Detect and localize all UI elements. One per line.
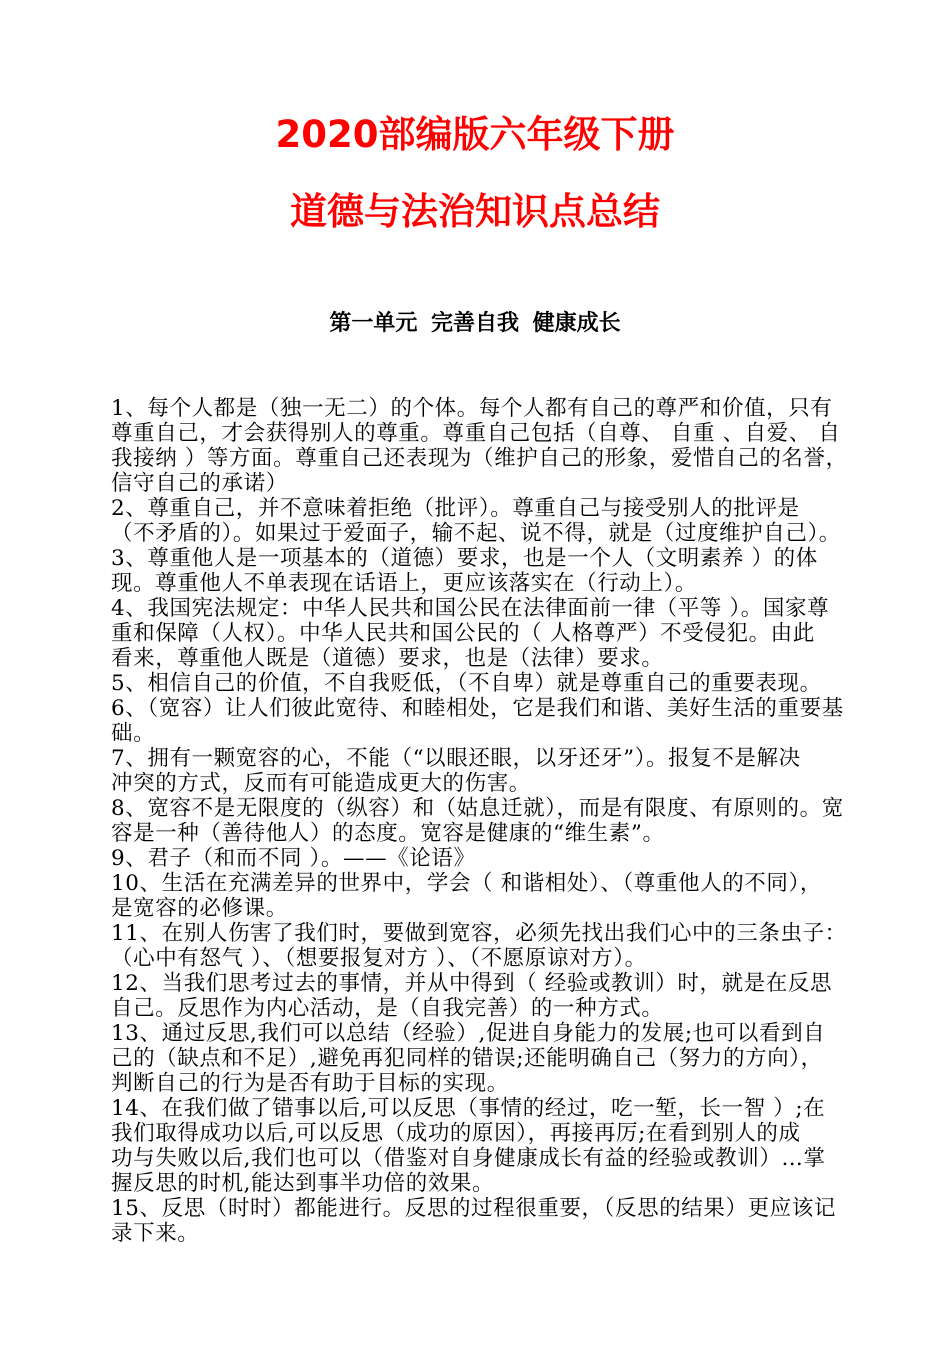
text-line: 容是一种（善待他人）的态度。宽容是健康的“维生素”。 [111,821,665,846]
knowledge-point-10 [111,871,856,921]
text-line: 1、每个人都是（独一无二）的个体。每个人都有自己的尊严和价值，只有 [111,396,833,421]
text-line: 是宽容的必修课。 [111,896,288,921]
text-line: 6、（宽容）让人们彼此宽待、和睦相处，它是我们和谐、美好生活的重要基 [111,696,844,721]
text-line: 冲突的方式，反而有可能造成更大的伤害。 [111,771,531,796]
document-title-line-2: 道德与法治知识点总结 [290,190,660,233]
document-body [111,396,856,1246]
text-line: 己的（缺点和不足）,避免再犯同样的错误;还能明确自己（努力的方向）， [111,1046,823,1071]
unit-heading: 第一单元 完善自我 健康成长 [329,311,621,336]
knowledge-point-12 [111,971,856,1021]
document-title-line-1: 2020部编版六年级下册 [275,113,675,156]
text-line: 2、尊重自己，并不意味着拒绝（批评）。尊重自己与接受别人的批评是 [111,496,800,521]
knowledge-point-7 [111,746,856,796]
text-line: 我们取得成功以后,可以反思（成功的原因），再接再厉;在看到别人的成 [111,1121,801,1146]
text-line: 9、君子（和而不同 ）。——《论语》 [111,846,476,871]
knowledge-point-9 [111,846,856,871]
text-line: 录下来。 [111,1221,200,1246]
text-line: 础。 [111,721,156,746]
knowledge-point-6 [111,696,856,746]
knowledge-point-14 [111,1096,856,1196]
knowledge-point-1 [111,396,856,496]
knowledge-point-4 [111,596,856,671]
text-line: 11、在别人伤害了我们时，要做到宽容，必须先找出我们心中的三条虫子： [111,921,847,946]
knowledge-point-8 [111,796,856,846]
text-line: 看来，尊重他人既是（道德）要求，也是（法律）要求。 [111,646,664,671]
text-line: 判断自己的行为是否有助于目标的实现。 [111,1071,509,1096]
knowledge-point-15 [111,1196,856,1246]
knowledge-point-13 [111,1021,856,1096]
knowledge-point-11 [111,921,856,971]
text-line: 8、宽容不是无限度的（纵容）和（姑息迁就），而是有限度、有原则的。宽 [111,796,844,821]
text-line: 10、生活在充满差异的世界中，学会（ 和谐相处）、（尊重他人的不同）， [111,871,822,896]
knowledge-point-2 [111,496,856,546]
text-line: 握反思的时机,能达到事半功倍的效果。 [111,1171,495,1196]
text-line: 信守自己的承诺） [111,471,288,496]
text-line: 14、在我们做了错事以后,可以反思（事情的经过，吃一堑，长一智 ）;在 [111,1096,826,1121]
text-line: 15、反思（时时）都能进行。反思的过程很重要，（反思的结果）更应该记 [111,1196,837,1221]
text-line: （不矛盾的）。如果过于爱面子，输不起、说不得，就是（过度维护自己）。 [111,521,841,546]
text-line: 自己。反思作为内心活动，是（自我完善）的一种方式。 [111,996,664,1021]
text-line: 3、尊重他人是一项基本的（道德）要求，也是一个人（文明素养 ）的体 [111,546,818,571]
knowledge-point-5 [111,671,856,696]
text-line: 功与失败以后,我们也可以（借鉴对自身健康成长有益的经验或教训）…掌 [111,1146,826,1171]
text-line: 7、拥有一颗宽容的心，不能（“以眼还眼，以牙还牙”）。报复不是解决 [111,746,801,771]
text-line: 13、通过反思,我们可以总结（经验）,促进自身能力的发展;也可以看到自 [111,1021,826,1046]
text-line: 现。尊重他人不单表现在话语上，更应该落实在（行动上）。 [111,571,697,596]
text-line: 5、相信自己的价值，不自我贬低，（不自卑）就是尊重自己的重要表现。 [111,671,822,696]
text-line: 4、我国宪法规定：中华人民共和国公民在法律面前一律（平等 ）。国家尊 [111,596,830,621]
text-line: 我接纳 ）等方面。尊重自己还表现为（维护自己的形象，爱惜自己的名誉， [111,446,848,471]
text-line: 12、当我们思考过去的事情，并从中得到（ 经验或教训）时，就是在反思 [111,971,833,996]
text-line: （心中有怒气 ）、（想要报复对方 ）、（不愿原谅对方）。 [111,946,647,971]
text-line: 尊重自己，才会获得别人的尊重。尊重自己包括（自尊、 自重 、自爱、 自 [111,421,841,446]
text-line: 重和保障（人权）。中华人民共和国公民的（ 人格尊严）不受侵犯。由此 [111,621,815,646]
knowledge-point-3 [111,546,856,596]
